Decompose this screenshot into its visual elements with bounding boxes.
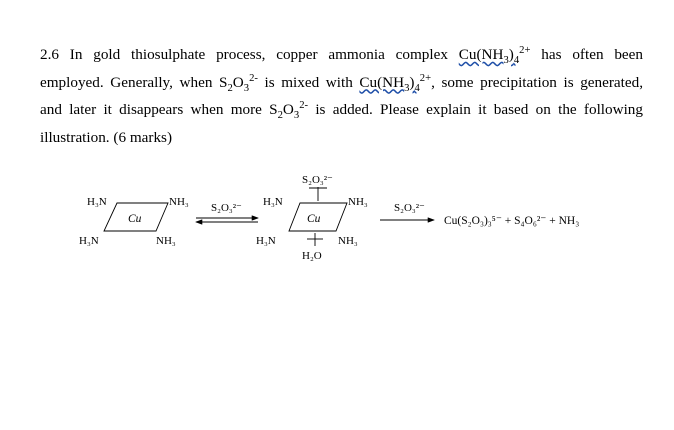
left-complex-center: Cu bbox=[128, 213, 142, 225]
left-complex-bottom-right: NH₃ bbox=[156, 235, 176, 247]
middle-complex-center: Cu bbox=[307, 213, 321, 225]
question-line-2: employed. Generally, when $S_2O_3^{2-}$ is mixed with $Cu(NH_3)_4^{2+}$, some precipitation is generated, bbox=[40, 72, 644, 94]
middle-complex-top: S₂O₃²⁻ bbox=[302, 174, 333, 186]
arrow2-label: S₂O₃²⁻ bbox=[394, 202, 425, 214]
middle-complex-bottom: H₂O bbox=[302, 250, 322, 262]
middle-complex-bottom-left: H₃N bbox=[256, 235, 276, 247]
left-complex-top-right: NH₃ bbox=[169, 196, 189, 208]
middle-complex-bottom-right: NH₃ bbox=[338, 235, 358, 247]
arrow1-label: S₂O₃²⁻ bbox=[211, 202, 242, 214]
question-line-1: 2.6 In gold thiosulphate process, copper ammonia complex $Cu(NH_3)_4^{2+}$ has often been bbox=[40, 44, 644, 67]
complex-formula-2: $Cu(NH_3)_4$ bbox=[359, 73, 420, 94]
left-complex-bottom-left: H₃N bbox=[79, 235, 99, 247]
question-line-4: illustration. (6 marks) bbox=[40, 128, 173, 146]
product-equation: Cu(S₂O₃)₃⁵⁻ + S₄O₆²⁻ + NH₃ bbox=[444, 215, 580, 227]
middle-complex-top-left: H₃N bbox=[263, 196, 283, 208]
complex-formula-1: $Cu(NH_3)_4$ bbox=[458, 46, 520, 67]
question-line-3: and later it disappears when more $S_2O_3^{2-}$ is added. Please explain it based on the following bbox=[40, 99, 643, 122]
left-complex-top-left: H₃N bbox=[87, 196, 107, 208]
middle-complex-top-right: NH₃ bbox=[348, 196, 368, 208]
